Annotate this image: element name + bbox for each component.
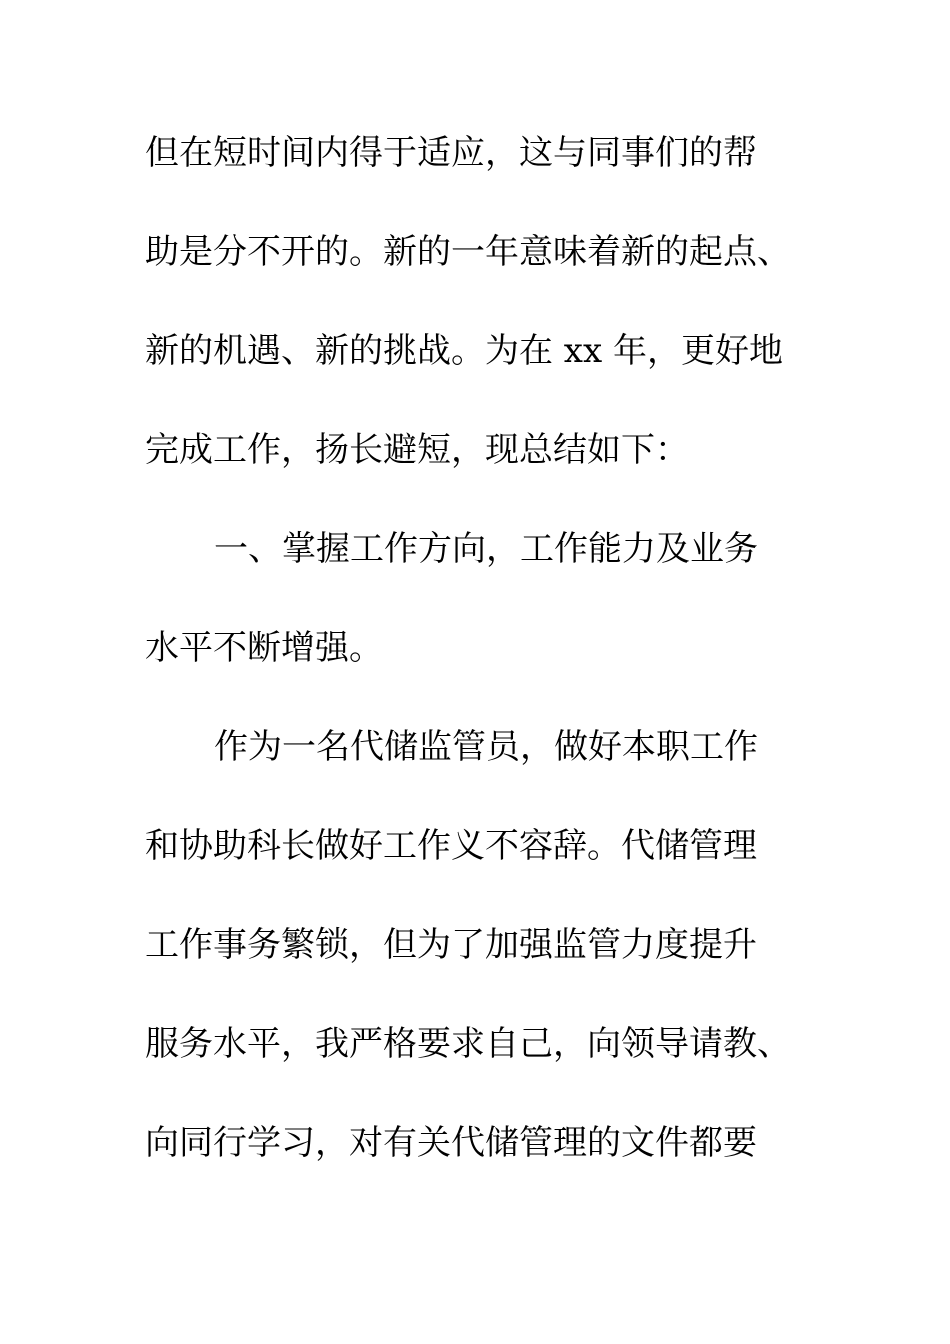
text-line: 完成工作，扬长避短，现总结如下： — [145, 430, 689, 470]
section-heading-continuation: 水平不断增强。 — [145, 628, 383, 668]
text-line: 但在短时间内得于适应，这与同事们的帮 — [145, 133, 757, 173]
text-line: 向同行学习，对有关代储管理的文件都要 — [145, 1123, 757, 1163]
section-heading: 一、掌握工作方向，工作能力及业务 — [214, 529, 758, 569]
text-line: 服务水平，我严格要求自己，向领导请教、 — [145, 1024, 791, 1064]
text-line: 助是分不开的。新的一年意味着新的起点、 — [145, 232, 791, 272]
text-line: 新的机遇、新的挑战。为在 xx 年，更好地 — [145, 331, 783, 371]
text-line: 和协助科长做好工作义不容辞。代储管理 — [145, 826, 757, 866]
text-line: 工作事务繁锁，但为了加强监管力度提升 — [145, 925, 757, 965]
paragraph-start-line: 作为一名代储监管员，做好本职工作 — [214, 727, 758, 767]
